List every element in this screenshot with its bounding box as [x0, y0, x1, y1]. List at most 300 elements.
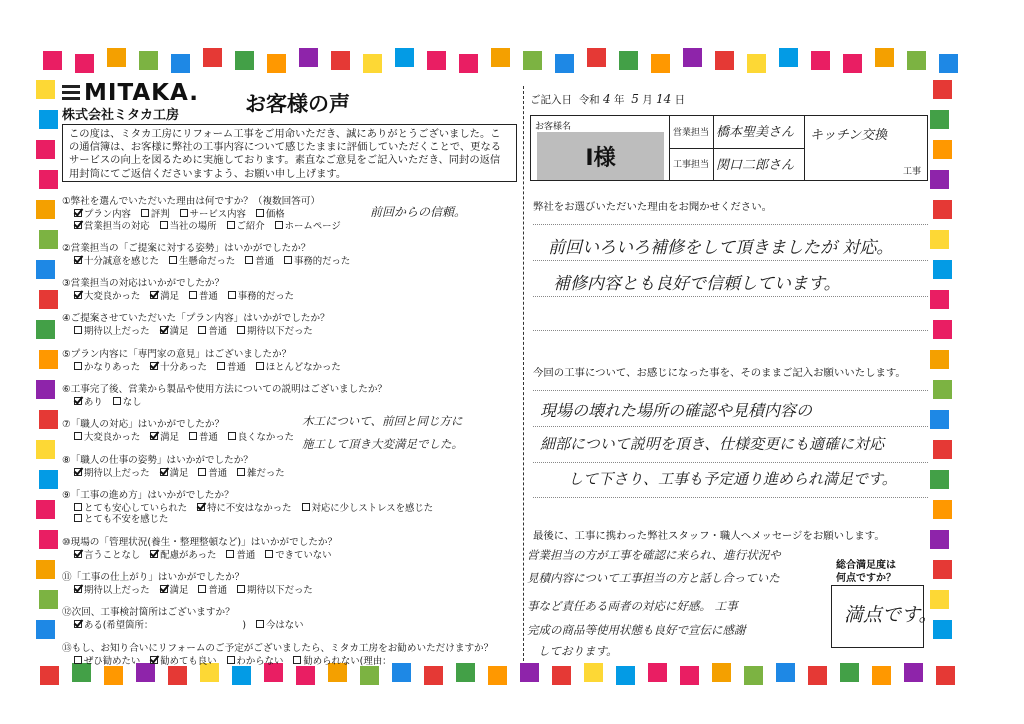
- option-label: 特に不安はなかった: [207, 502, 292, 514]
- confetti-square: [808, 666, 827, 685]
- option[interactable]: [197, 500, 291, 514]
- confetti-square: [39, 230, 58, 249]
- option[interactable]: [198, 465, 227, 479]
- option[interactable]: [302, 500, 434, 514]
- option-row: [74, 547, 331, 561]
- confetti-square: [299, 48, 318, 67]
- option[interactable]: [227, 218, 265, 232]
- confetti-square: [459, 54, 478, 73]
- confetti-square: [552, 666, 571, 685]
- checkbox[interactable]: [197, 503, 205, 511]
- option-label: 十分誠意を感じた: [84, 255, 160, 267]
- checkbox[interactable]: [160, 585, 168, 593]
- logo-mark-icon: [62, 83, 80, 103]
- confetti-square: [587, 48, 606, 67]
- satisfaction-title: 総合満足度は 何点ですか？: [836, 560, 896, 584]
- writing-line: [533, 390, 928, 391]
- option-label: 良くなかった: [237, 432, 295, 444]
- checkbox[interactable]: [160, 326, 168, 334]
- confetti-square: [933, 500, 952, 519]
- checkbox[interactable]: [74, 397, 82, 405]
- handwritten-q7-note-1: 木工について、前回と同じ方に: [302, 414, 463, 428]
- confetti-square: [930, 530, 949, 549]
- satisfaction-value: 満点です。: [844, 604, 938, 626]
- message-line-1: 営業担当の方が工事を確認に来られ、進行状況や: [527, 548, 781, 562]
- confetti-square: [296, 666, 315, 685]
- option[interactable]: [74, 394, 103, 408]
- confetti-square: [933, 260, 952, 279]
- confetti-square: [39, 350, 58, 369]
- option[interactable]: [227, 653, 284, 667]
- checkbox[interactable]: [198, 468, 206, 476]
- confetti-square: [392, 663, 411, 682]
- option-label: 普通: [208, 585, 228, 596]
- option[interactable]: [228, 288, 294, 302]
- option-row: [74, 429, 294, 443]
- option[interactable]: [265, 547, 331, 561]
- confetti-square: [680, 666, 699, 685]
- option-label: 期待以上だった: [84, 467, 150, 479]
- option-label: 普通: [208, 326, 228, 338]
- option[interactable]: [150, 359, 207, 373]
- confetti-square: [933, 320, 952, 339]
- option[interactable]: [74, 253, 159, 267]
- confetti-square: [840, 663, 859, 682]
- work-suffix: 工事: [903, 167, 922, 177]
- checkbox[interactable]: [150, 362, 158, 370]
- writing-line: [533, 497, 928, 498]
- option-label: 雑だった: [247, 467, 285, 479]
- checkbox[interactable]: [150, 550, 158, 558]
- confetti-square: [933, 440, 952, 459]
- option-label: 普通: [199, 291, 218, 303]
- confetti-square: [872, 666, 891, 685]
- option-label: ある(希望箇所： ): [84, 620, 246, 632]
- page-title: お客様の声: [245, 92, 350, 116]
- option-label: 価格: [265, 209, 285, 220]
- checkbox[interactable]: [74, 656, 82, 664]
- confetti-square: [933, 80, 952, 99]
- writing-line: [533, 426, 928, 427]
- confetti-square: [491, 48, 510, 67]
- writing-line: [533, 330, 928, 331]
- option-label: 対応に少しストレスを感じた: [311, 502, 434, 514]
- option-label: ぜひ勧めたい: [84, 655, 141, 667]
- construction-person: 関口二郎さん: [716, 158, 795, 173]
- option[interactable]: [74, 429, 140, 443]
- option-label: プラン内容: [84, 209, 131, 220]
- checkbox[interactable]: [74, 514, 82, 522]
- option-label: 期待以上だった: [84, 326, 150, 338]
- option-row: [74, 218, 341, 232]
- confetti-square: [744, 666, 763, 685]
- confetti-square: [171, 54, 190, 73]
- option[interactable]: [169, 253, 235, 267]
- confetti-square: [203, 48, 222, 67]
- option-row: [74, 465, 285, 479]
- checkbox[interactable]: [226, 550, 234, 558]
- option-row: [74, 511, 168, 525]
- handwritten-day: 14: [656, 92, 672, 106]
- writing-line: [533, 462, 928, 463]
- checkbox[interactable]: [160, 221, 168, 229]
- customer-label: お客様名: [535, 122, 572, 132]
- checkbox[interactable]: [284, 256, 292, 264]
- center-divider: [523, 86, 524, 661]
- confetti-square: [363, 54, 382, 73]
- option-label: 満足: [169, 585, 189, 596]
- message-question: 最後に、工事に携わった弊社スタッフ・職人へメッセージをお願いします。: [533, 530, 885, 542]
- confetti-square: [488, 666, 507, 685]
- option-label: とても不安を感じた: [84, 514, 169, 526]
- option-row: [74, 653, 391, 667]
- option-row: [74, 253, 350, 267]
- impression-question: 今回の工事について、お感じになった事を、そのままご記入お願いいたします。: [533, 367, 906, 379]
- confetti-square: [930, 230, 949, 249]
- checkbox[interactable]: [217, 362, 225, 370]
- option[interactable]: [74, 617, 246, 631]
- confetti-square: [933, 560, 952, 579]
- option-label: 十分あった: [160, 361, 207, 373]
- option-label: わからない: [236, 655, 284, 667]
- confetti-square: [936, 666, 955, 685]
- checkbox[interactable]: [245, 256, 253, 264]
- option-label: 今はない: [266, 620, 304, 632]
- option-label: かなりあった: [84, 361, 141, 373]
- question-6: ⑥工事完了後、営業から製品や使用方法についての説明はございましたか？: [62, 384, 388, 395]
- checkbox[interactable]: [256, 209, 264, 217]
- confetti-square: [930, 110, 949, 129]
- option[interactable]: [189, 429, 218, 443]
- reason-question: 弊社をお選びいただいた理由をお聞かせください。: [533, 201, 772, 213]
- confetti-square: [648, 663, 667, 682]
- checkbox[interactable]: [74, 362, 82, 370]
- checkbox[interactable]: [227, 656, 235, 664]
- confetti-square: [930, 350, 949, 369]
- writing-line: [533, 260, 928, 261]
- confetti-square: [424, 666, 443, 685]
- option-row: [74, 617, 304, 631]
- option[interactable]: [245, 253, 274, 267]
- confetti-square: [933, 200, 952, 219]
- option-label: 満足: [160, 432, 180, 444]
- checkbox[interactable]: [198, 585, 206, 593]
- option-label: 普通: [236, 549, 256, 561]
- checkbox[interactable]: [228, 432, 236, 440]
- option-label: 期待以上だった: [84, 585, 150, 596]
- option[interactable]: [150, 653, 216, 667]
- confetti-square: [36, 320, 55, 339]
- confetti-square: [39, 470, 58, 489]
- confetti-square: [43, 51, 62, 70]
- checkbox[interactable]: [150, 291, 158, 299]
- confetti-square: [36, 380, 55, 399]
- handwritten-month: 5: [631, 92, 639, 106]
- impression-line-2: 細部について説明を頂き、仕様変更にも適確に対応: [540, 435, 885, 453]
- table-divider: [804, 116, 805, 180]
- checkbox[interactable]: [227, 221, 235, 229]
- confetti-square: [36, 620, 55, 639]
- handwritten-year: 4: [603, 92, 611, 106]
- checkbox[interactable]: [265, 550, 273, 558]
- option[interactable]: [228, 429, 294, 443]
- question-9: ⑨「工事の進め方」はいかがでしたか？: [62, 489, 234, 501]
- option[interactable]: [74, 653, 140, 667]
- confetti-square: [683, 48, 702, 67]
- confetti-square: [168, 666, 187, 685]
- option[interactable]: [74, 582, 150, 596]
- option[interactable]: [160, 218, 217, 232]
- option-label: 大変良かった: [84, 291, 141, 303]
- option-label: 事務的だった: [294, 255, 351, 267]
- confetti-square: [939, 54, 958, 73]
- confetti-square: [779, 48, 798, 67]
- checkbox[interactable]: [74, 468, 82, 476]
- confetti-square: [712, 663, 731, 682]
- checkbox[interactable]: [74, 585, 82, 593]
- option-label: 配慮があった: [160, 549, 217, 561]
- confetti-square: [930, 470, 949, 489]
- confetti-square: [267, 54, 286, 73]
- satisfaction-box: [831, 585, 938, 648]
- confetti-square: [75, 54, 94, 73]
- confetti-square: [36, 260, 55, 279]
- checkbox[interactable]: [113, 397, 121, 405]
- confetti-square: [584, 663, 603, 682]
- option-label: 言うことなし: [84, 549, 141, 561]
- handwritten-q7-note-2: 施工して頂き大変満足でした。: [302, 437, 463, 451]
- confetti-square: [907, 51, 926, 70]
- checkbox[interactable]: [74, 291, 82, 299]
- option-row: [74, 394, 142, 408]
- confetti-square: [39, 170, 58, 189]
- option-label: ホームページ: [284, 220, 341, 232]
- confetti-square: [555, 54, 574, 73]
- checkbox[interactable]: [302, 503, 310, 511]
- checkbox[interactable]: [198, 326, 206, 334]
- question-12: ⑫次回、工事検討箇所はございますか？: [62, 607, 235, 619]
- customer-name: I様: [537, 132, 664, 180]
- checkbox[interactable]: [150, 432, 158, 440]
- confetti-square: [933, 380, 952, 399]
- checkbox[interactable]: [150, 656, 158, 664]
- option[interactable]: [256, 359, 341, 373]
- confetti-square: [930, 290, 949, 309]
- option-row: [74, 582, 313, 596]
- question-1: ①弊社を選んでいただいた理由は何ですか？（複数回答可）: [62, 196, 321, 207]
- confetti-square: [36, 500, 55, 519]
- writing-line: [533, 296, 928, 297]
- checkbox[interactable]: [256, 620, 264, 628]
- option-label: 事務的だった: [237, 291, 295, 303]
- checkbox[interactable]: [180, 209, 188, 217]
- checkbox[interactable]: [228, 291, 236, 299]
- confetti-square: [843, 54, 862, 73]
- checkbox[interactable]: [237, 326, 245, 334]
- option[interactable]: [217, 359, 246, 373]
- option[interactable]: [74, 511, 168, 525]
- message-line-2: 見積内容について工事担当の方と話し合っていた: [527, 571, 780, 585]
- option[interactable]: [237, 465, 285, 479]
- checkbox[interactable]: [74, 209, 82, 217]
- option[interactable]: [237, 323, 313, 337]
- confetti-square: [930, 170, 949, 189]
- question-11: ⑪「工事の仕上がり」はいかがでしたか？: [62, 572, 245, 583]
- option-row: [74, 288, 294, 302]
- option[interactable]: [275, 218, 341, 232]
- checkbox[interactable]: [189, 432, 197, 440]
- option[interactable]: [237, 582, 313, 596]
- option-label: 営業担当の対応: [84, 220, 150, 232]
- option-label: 普通: [199, 432, 218, 444]
- confetti-square: [395, 48, 414, 67]
- checkbox[interactable]: [189, 291, 197, 299]
- confetti-square: [875, 48, 894, 67]
- checkbox[interactable]: [74, 550, 82, 558]
- confetti-square: [235, 51, 254, 70]
- option[interactable]: [150, 288, 179, 302]
- confetti-square: [811, 51, 830, 70]
- option-label: ほとんどなかった: [265, 361, 341, 373]
- option[interactable]: [74, 323, 150, 337]
- option-label: 当社の場所: [169, 220, 217, 232]
- checkbox[interactable]: [74, 620, 82, 628]
- option-label: 普通: [226, 361, 246, 373]
- confetti-square: [930, 410, 949, 429]
- reason-line-1: 前回いろいろ補修をして頂きましたが 対応。: [548, 238, 894, 258]
- confetti-square: [232, 666, 251, 685]
- table-divider: [669, 148, 804, 149]
- option-label: とても安心していられた: [84, 502, 188, 514]
- company-logo: [62, 80, 199, 106]
- question-10: ⑩現場の「管理状況(養生・整理整頓など)」はいかがでしたか？: [62, 536, 338, 548]
- confetti-square: [360, 666, 379, 685]
- option-label: 満足: [169, 467, 189, 479]
- option-label: なし: [122, 397, 142, 408]
- confetti-square: [331, 51, 350, 70]
- confetti-square: [619, 51, 638, 70]
- option[interactable]: [198, 323, 227, 337]
- message-line-5: しております。: [538, 644, 618, 658]
- confetti-square: [39, 290, 58, 309]
- confetti-square: [747, 54, 766, 73]
- option-label: 生懸命だった: [179, 255, 236, 267]
- confetti-square: [39, 530, 58, 549]
- option-label: できていない: [275, 549, 332, 561]
- intro-box: この度は、ミタカ工房にリフォーム工事をご用命いただき、誠にありがとうございました。この通信簿は、お客様に弊社の工事内容について感じたままに評価していただくことで、更なるサービスの向上を図るために実施しております。素直なご意見をご記入いただき、同封の返信用封筒にてご返信くださいますよう、お願い申し上げます。: [62, 124, 517, 182]
- confetti-square: [456, 663, 475, 682]
- confetti-square: [39, 410, 58, 429]
- checkbox[interactable]: [74, 326, 82, 334]
- option-label: 勧められない(理由：: [303, 655, 392, 667]
- construction-label: 工事担当: [673, 160, 710, 170]
- logo-text: MITAKA.: [84, 80, 199, 106]
- option[interactable]: [74, 465, 150, 479]
- question-5: ⑤プラン内容に「専門家の意見」はございましたか？: [62, 348, 292, 360]
- option[interactable]: [113, 394, 142, 408]
- checkbox[interactable]: [74, 221, 82, 229]
- question-3: ③営業担当の対応はいかがでしたか？: [62, 278, 225, 290]
- sales-person: 橋本聖美さん: [716, 125, 795, 140]
- confetti-square: [107, 48, 126, 67]
- option[interactable]: [284, 253, 350, 267]
- option[interactable]: [189, 288, 218, 302]
- option[interactable]: [74, 547, 140, 561]
- option-label: 評判: [150, 209, 170, 220]
- confetti-square: [36, 560, 55, 579]
- option[interactable]: [74, 288, 140, 302]
- checkbox[interactable]: [74, 503, 82, 511]
- option[interactable]: [160, 582, 189, 596]
- message-line-4: 完成の商品等使用状態も良好で宣伝に感謝: [527, 623, 746, 637]
- option-label: サービス内容: [189, 209, 246, 220]
- confetti-square: [40, 666, 59, 685]
- confetti-square: [523, 51, 542, 70]
- option[interactable]: [74, 359, 140, 373]
- question-13: ⑬もし、お知り合いにリフォームのご予定がございましたら、ミタカ工房をお勧めいただけますか？: [62, 642, 494, 654]
- question-8: ⑧「職人の仕事の姿勢」はいかがでしたか？: [62, 454, 253, 466]
- confetti-square: [39, 110, 58, 129]
- confetti-square: [39, 590, 58, 609]
- checkbox[interactable]: [293, 656, 301, 664]
- option[interactable]: [160, 465, 189, 479]
- checkbox[interactable]: [275, 221, 283, 229]
- writing-line: [533, 224, 928, 225]
- confetti-square: [104, 666, 123, 685]
- option-label: 期待以下だった: [247, 585, 313, 596]
- checkbox[interactable]: [160, 468, 168, 476]
- checkbox[interactable]: [74, 432, 82, 440]
- option[interactable]: [74, 218, 150, 232]
- handwritten-q1-note: 前回からの信頼。: [370, 205, 467, 219]
- confetti-square: [715, 51, 734, 70]
- question-2: ②営業担当の「ご提案に対する姿勢」はいかがでしたか？: [62, 242, 311, 254]
- option[interactable]: [150, 547, 216, 561]
- confetti-square: [651, 54, 670, 73]
- confetti-square: [520, 663, 539, 682]
- option-row: [74, 359, 341, 373]
- checkbox[interactable]: [237, 585, 245, 593]
- checkbox[interactable]: [169, 256, 177, 264]
- confetti-square: [904, 663, 923, 682]
- option[interactable]: [150, 429, 179, 443]
- option[interactable]: [160, 323, 189, 337]
- checkbox[interactable]: [141, 209, 149, 217]
- checkbox[interactable]: [74, 256, 82, 264]
- option[interactable]: [226, 547, 255, 561]
- confetti-square: [616, 666, 635, 685]
- option-label: ご紹介: [236, 220, 265, 232]
- impression-line-1: 現場の壊れた場所の確認や見積内容の: [540, 401, 813, 420]
- question-7: ⑦「職人の対応」はいかがでしたか？: [62, 419, 225, 431]
- reason-line-2: 補修内容とも良好で信頼しています。: [553, 274, 841, 294]
- option-label: 勧めても良い: [160, 655, 217, 667]
- sales-label: 営業担当: [673, 128, 710, 138]
- option[interactable]: [293, 653, 391, 667]
- option[interactable]: [256, 617, 304, 631]
- option-row: [74, 323, 313, 337]
- option-label: 満足: [160, 291, 180, 303]
- checkbox[interactable]: [256, 362, 264, 370]
- option-label: 普通: [208, 467, 228, 479]
- option-label: 普通: [255, 255, 275, 267]
- checkbox[interactable]: [237, 468, 245, 476]
- impression-line-3: して下さり、工事も予定通り進められ満足です。: [568, 470, 897, 488]
- option-label: 大変良かった: [84, 432, 141, 444]
- option[interactable]: [198, 582, 227, 596]
- confetti-square: [139, 51, 158, 70]
- entry-date: ご記入日 令和 4 年 5 月 14 日: [530, 92, 686, 106]
